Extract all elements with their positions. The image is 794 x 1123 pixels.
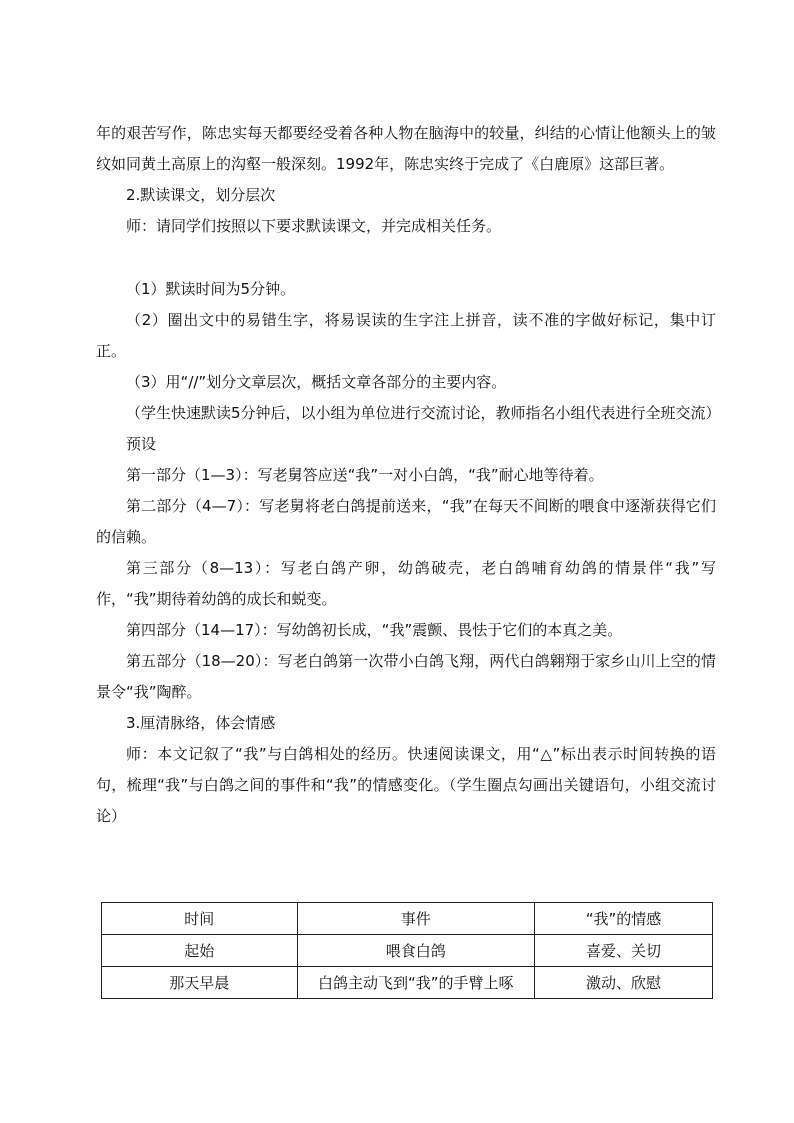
- table-cell-emotion: 激动、欣慰: [535, 967, 713, 999]
- header-event: 事件: [297, 903, 535, 935]
- part-four-summary: 第四部分（14—17）：写幼鸽初长成，“我”震颤、畏怯于它们的本真之美。: [126, 621, 623, 639]
- table-cell-event: 喂食白鸽: [297, 935, 535, 967]
- teacher-context-instruction: 师：本文记叙了“我”与白鸽相处的经历。快速阅读课文，用“△”标出表示时间转换的语句，梳理“我”与白鸽之间的事件和“我”的情感变化。（学生圈点勾画出关键语句，小组交流讨论）: [96, 745, 716, 825]
- part-one-summary: 第一部分（1—3）：写老舅答应送“我”一对小白鸽，“我”耐心地等待着。: [126, 466, 604, 484]
- task-item-3: （3）用“//”划分文章层次，概括文章各部分的主要内容。: [126, 373, 507, 391]
- part-three-summary: 第三部分（8—13）：写老白鸽产卵，幼鸽破壳，老白鸽哺育幼鸽的情景伴“我”写作，“我”期待着幼鸽的成长和蜕变。: [96, 559, 716, 608]
- table-cell-time: 那天早晨: [102, 967, 298, 999]
- student-activity-note: （学生快速默读5分钟后，以小组为单位进行交流讨论，教师指名小组代表进行全班交流）: [126, 404, 721, 422]
- section-heading-silent-reading: 2.默读课文，划分层次: [126, 186, 276, 204]
- section-heading-context: 3.厘清脉络，体会情感: [126, 714, 276, 732]
- preset-label: 预设: [126, 435, 157, 453]
- blank-gap: [96, 242, 716, 274]
- table-cell-time: 起始: [102, 935, 298, 967]
- table-cell-emotion: 喜爱、关切: [535, 935, 713, 967]
- table-cell-event: 白鸽主动飞到“我”的手臂上啄: [297, 967, 535, 999]
- event-emotion-table: [101, 902, 713, 999]
- teacher-instruction: 师：请同学们按照以下要求默读课文，并完成相关任务。: [126, 217, 502, 235]
- task-item-2: （2）圈出文中的易错生字，将易误读的生字注上拼音，读不准的字做好标记，集中订正。: [96, 311, 716, 360]
- part-two-summary: 第二部分（4—7）：写老舅将老白鸽提前送来，“我”在每天不间断的喂食中逐渐获得它们的信赖。: [96, 497, 716, 546]
- header-time: 时间: [102, 903, 298, 935]
- part-five-summary: 第五部分（18—20）：写老白鸽第一次带小白鸽飞翔，两代白鸽翱翔于家乡山川上空的情景令“我”陶醉。: [96, 652, 716, 701]
- table-row: [102, 935, 713, 967]
- task-item-1: （1）默读时间为5分钟。: [126, 280, 296, 298]
- header-emotion: “我”的情感: [535, 903, 713, 935]
- paragraph-continuation: 年的艰苦写作，陈忠实每天都要经受着各种人物在脑海中的较量，纠结的心情让他额头上的皱纹如同黄土高原上的沟壑一般深刻。1992年，陈忠实终于完成了《白鹿原》这部巨著。: [96, 124, 716, 173]
- table-row: [102, 967, 713, 999]
- document-body: [96, 118, 721, 832]
- table-header-row: [102, 903, 713, 935]
